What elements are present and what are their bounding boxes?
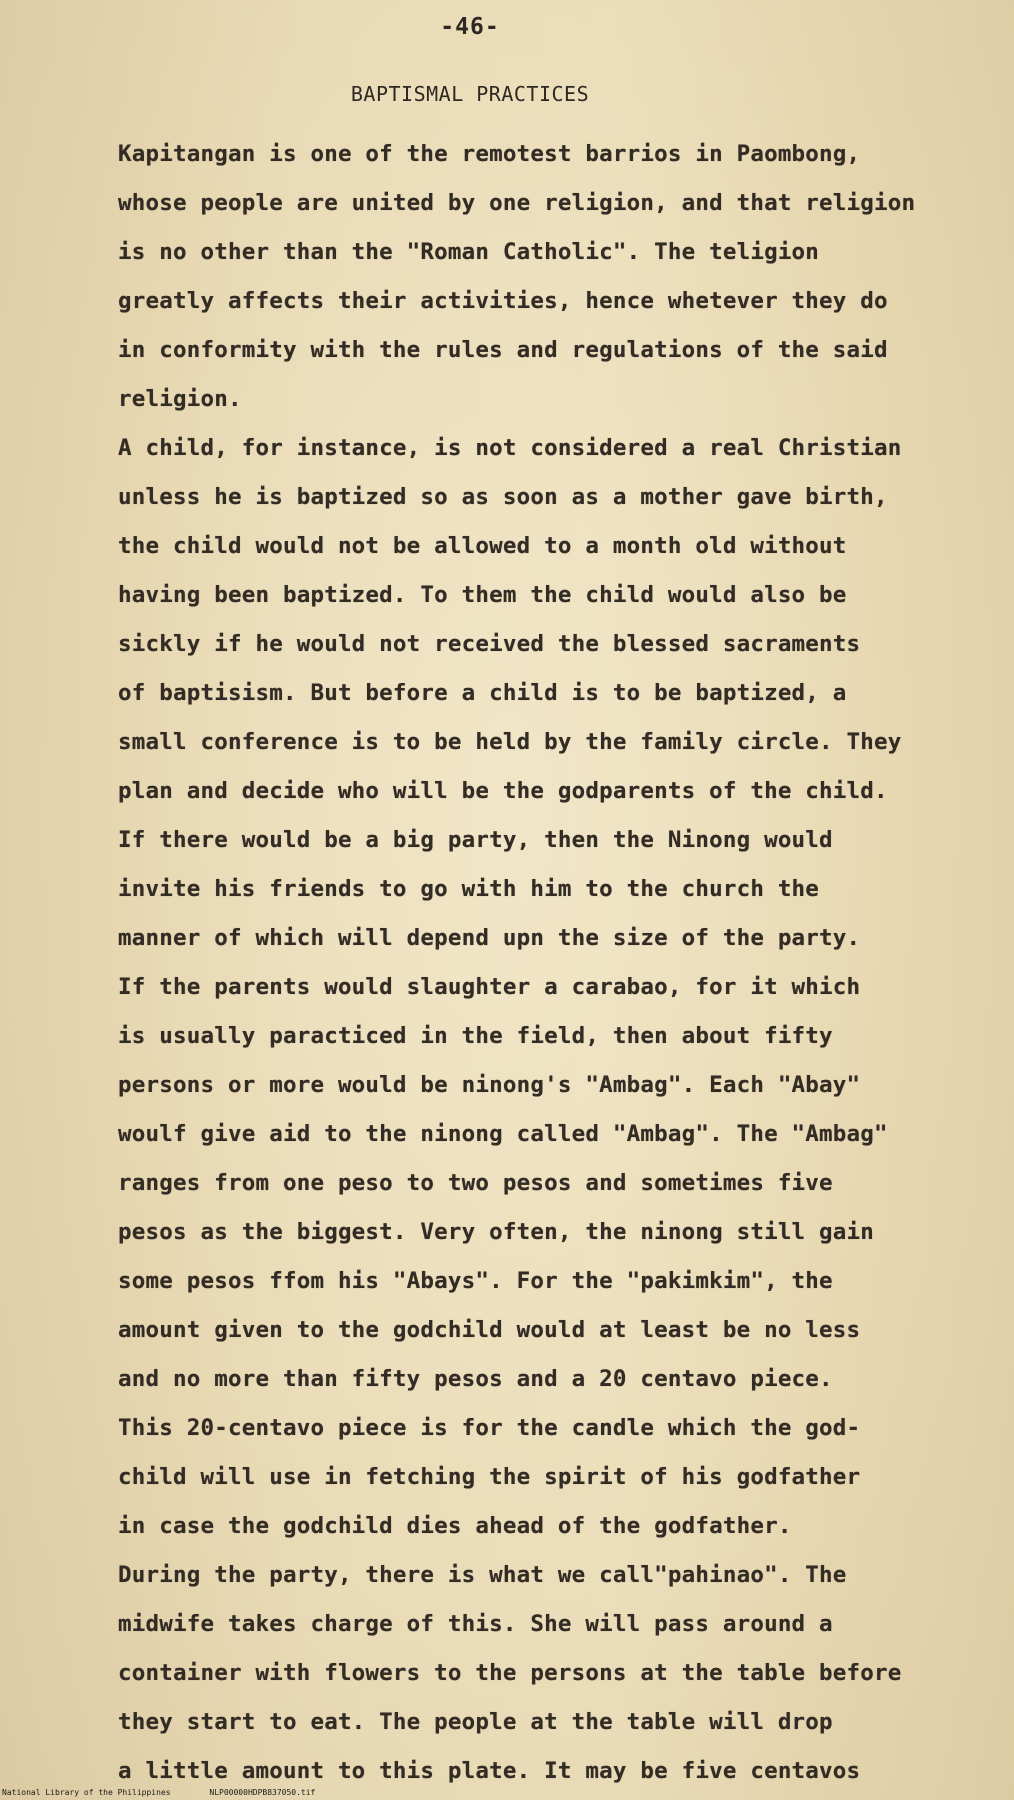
text-line: unless he is baptized so as soon as a mother gave birth, [118,484,888,510]
text-line: having been baptized. To them the child would also be [118,582,847,608]
text-line: plan and decide who will be the godparents of the child. [118,778,888,804]
text-line: midwife takes charge of this. She will pass around a [118,1611,833,1637]
text-line: religion. [118,386,242,412]
text-line: they start to eat. The people at the table will drop [118,1709,833,1735]
text-line: is no other than the "Roman Catholic". The teligion [118,239,820,265]
text-line: pesos as the biggest. Very often, the ninong still gain [118,1219,875,1245]
text-line: persons or more would be ninong's "Ambag". Each "Abay" [118,1072,861,1098]
text-line: some pesos ffom his "Abays". For the "pakimkim", the [118,1268,833,1294]
text-line: container with flowers to the persons at the table before [118,1660,902,1686]
text-line: in case the godchild dies ahead of the godfather. [118,1513,792,1539]
text-line: This 20-centavo piece is for the candle which the god- [118,1415,861,1441]
text-line: amount given to the godchild would at least be no less [118,1317,861,1343]
document-title: BAPTISMAL PRACTICES [350,82,590,106]
text-line: If there would be a big party, then the Ninong would [118,827,833,853]
text-line: whose people are united by one religion, and that religion [118,190,916,216]
text-line: invite his friends to go with him to the church the [118,876,820,902]
page-number: -46- [440,14,500,40]
text-line: in conformity with the rules and regulations of the said [118,337,888,363]
text-line: greatly affects their activities, hence whetever they do [118,288,888,314]
file-name: NLP00000HDPB837050.tif [209,1788,316,1797]
text-line: of baptisism. But before a child is to be baptized, a [118,680,847,706]
text-line: child will use in fetching the spirit of his godfather [118,1464,861,1490]
library-credit: National Library of the Philippines [2,1788,171,1797]
body-text [118,130,978,1796]
text-line: A child, for instance, is not considered a real Christian [118,435,902,461]
text-line: and no more than fifty pesos and a 20 centavo piece. [118,1366,833,1392]
text-line: small conference is to be held by the family circle. They [118,729,902,755]
text-line: manner of which will depend upn the size of the party. [118,925,861,951]
scan-footer [2,1788,1012,1797]
text-line: woulf give aid to the ninong called "Ambag". The "Ambag" [118,1121,888,1147]
text-line: the child would not be allowed to a month old without [118,533,847,559]
text-line: sickly if he would not received the blessed sacraments [118,631,861,657]
text-line: During the party, there is what we call"pahinao". The [118,1562,847,1588]
text-line: a little amount to this plate. It may be five centavos [118,1758,861,1784]
text-line: Kapitangan is one of the remotest barrios in Paombong, [118,141,861,167]
text-line: is usually paracticed in the field, then about fifty [118,1023,833,1049]
text-line: If the parents would slaughter a carabao, for it which [118,974,861,1000]
text-line: ranges from one peso to two pesos and sometimes five [118,1170,833,1196]
